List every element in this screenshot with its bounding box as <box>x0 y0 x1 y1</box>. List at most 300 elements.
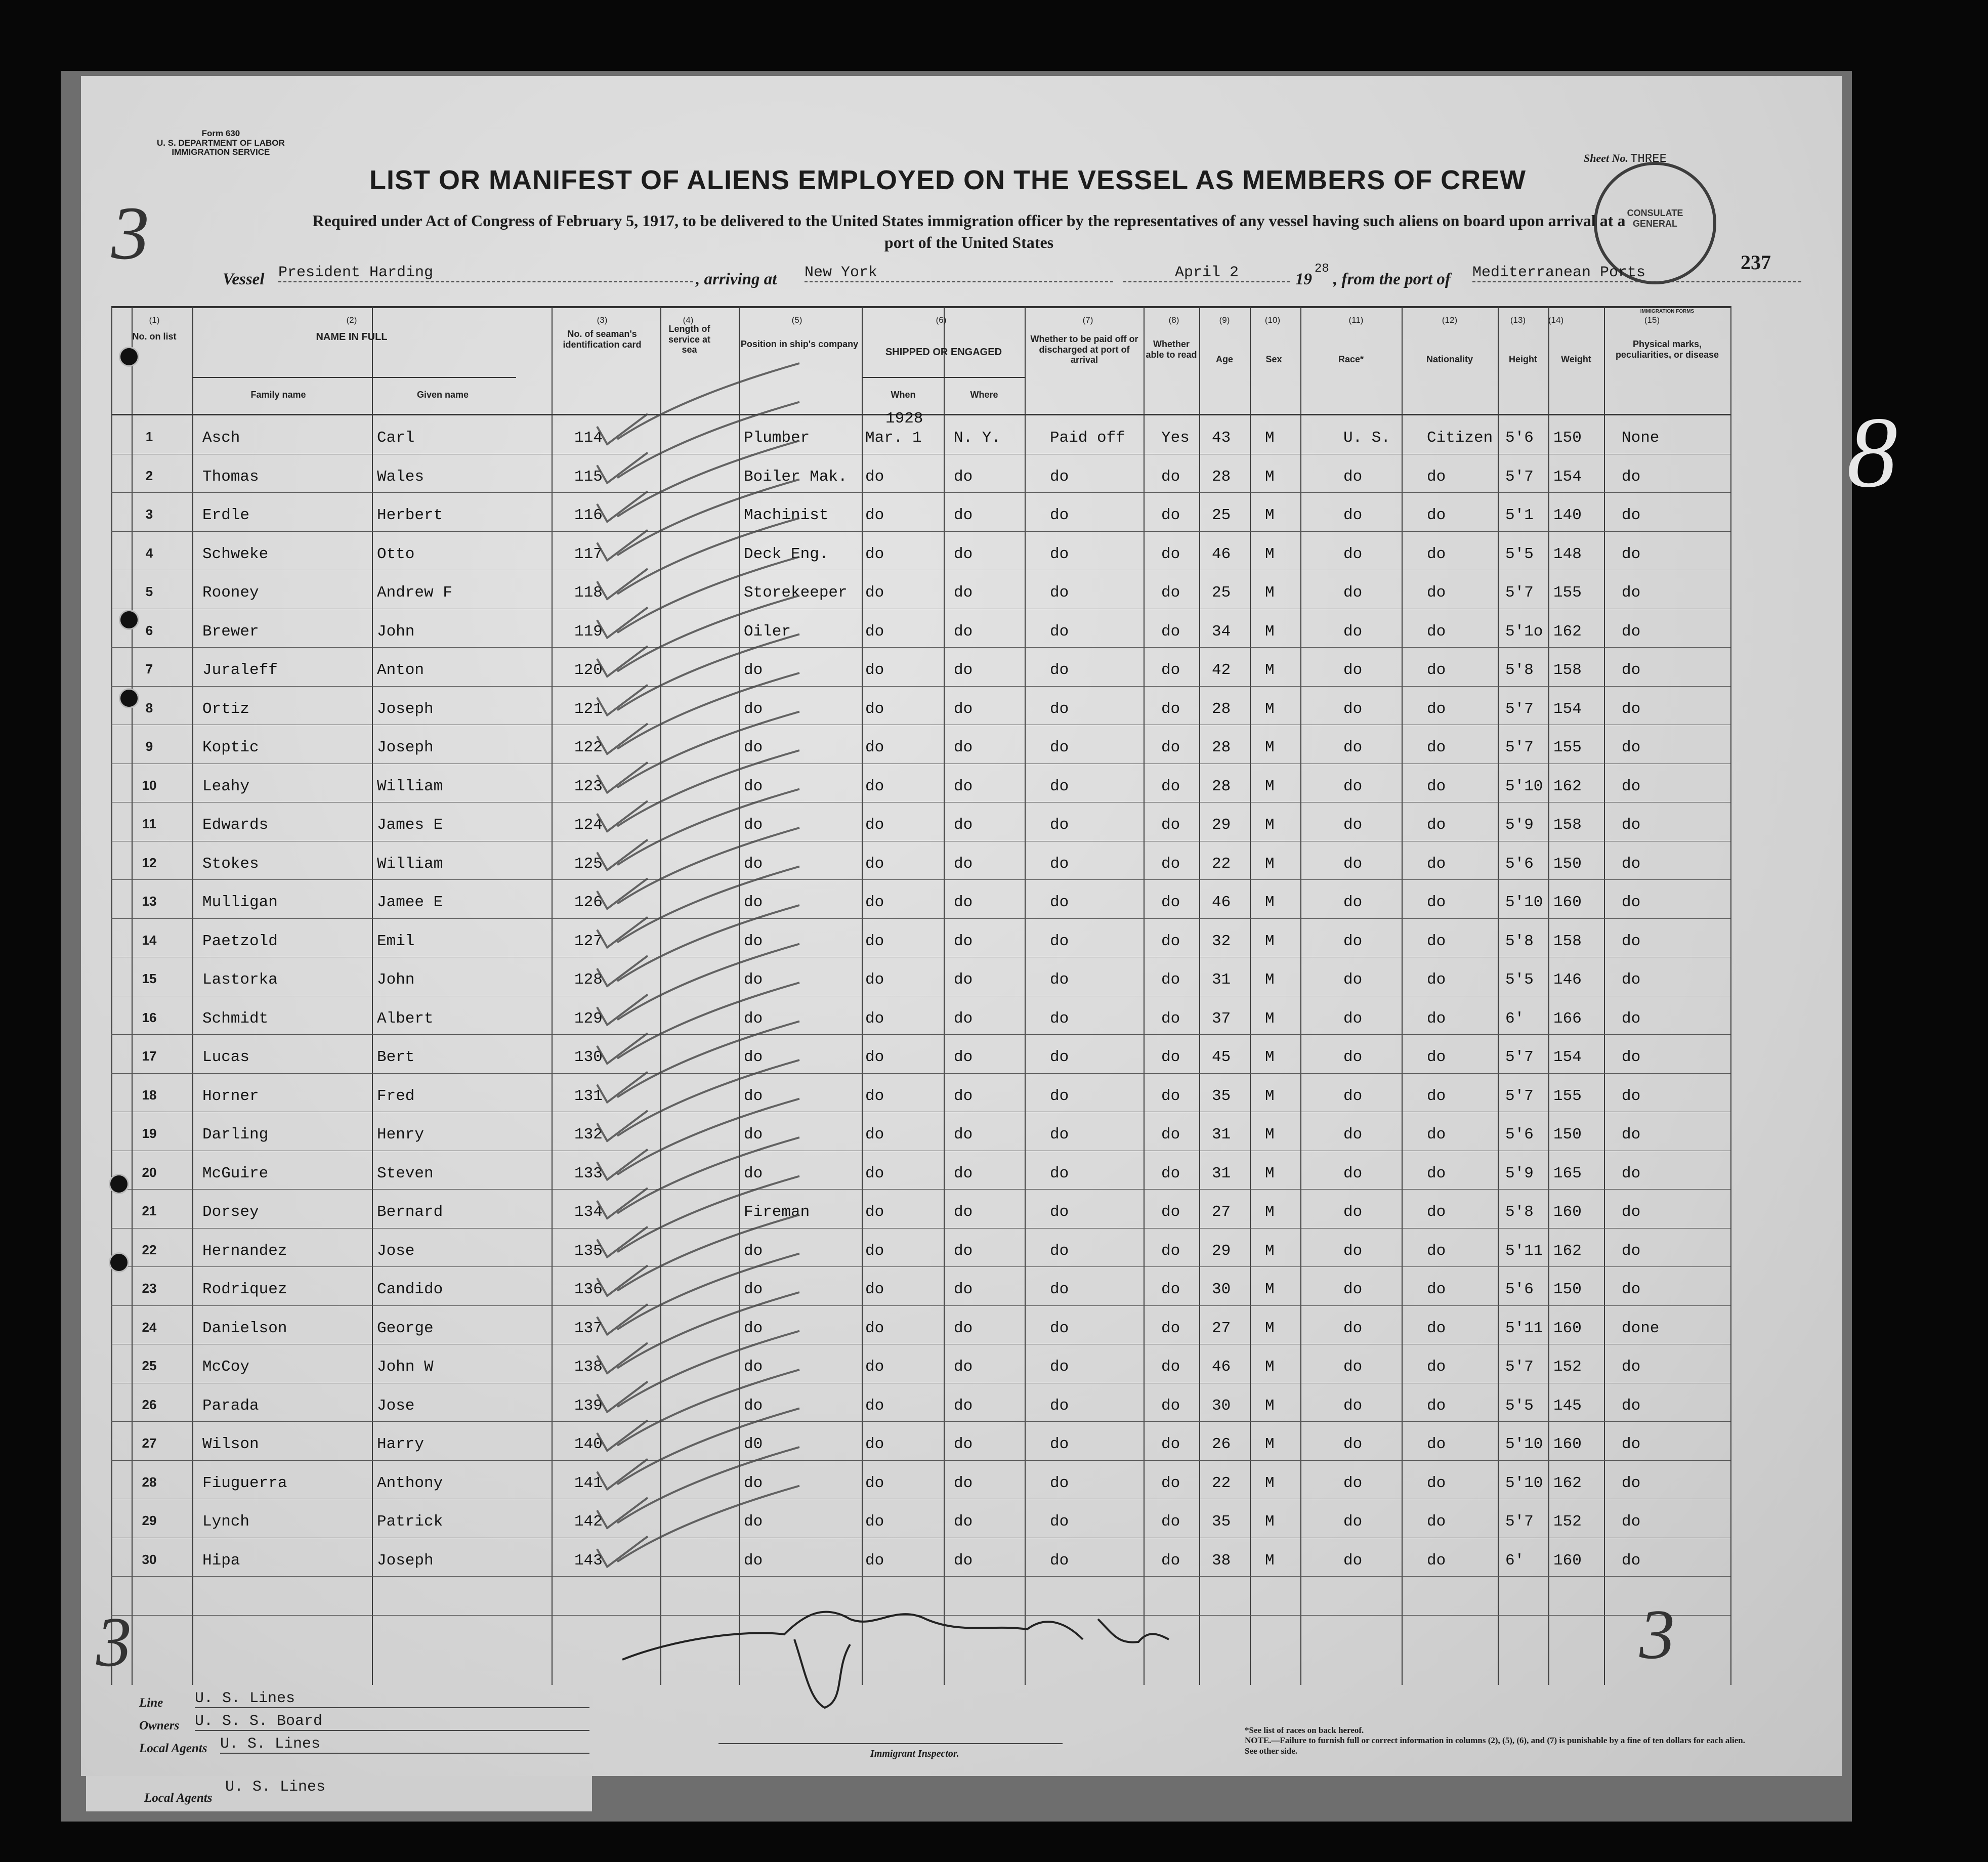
cell-given: John <box>377 971 415 989</box>
cell-age: 29 <box>1212 816 1231 834</box>
subtitle-line-2: port of the United States <box>884 233 1054 252</box>
cell-no: 8 <box>145 700 153 715</box>
cell-weight: 160 <box>1553 1203 1582 1221</box>
colnum-10: (10) <box>1264 315 1281 325</box>
cell-read: do <box>1161 1009 1180 1028</box>
cell-where: do <box>954 777 973 795</box>
header-col15-small: IMMIGRATION FORMS <box>1640 309 1695 314</box>
colnum-14: (14) <box>1548 315 1564 325</box>
cell-family: Schmidt <box>202 1009 269 1028</box>
colnum-9: (9) <box>1219 315 1230 325</box>
owners-label: Owners <box>139 1719 180 1732</box>
cell-when: do <box>865 1319 884 1337</box>
cell-given: John W <box>377 1358 434 1376</box>
cell-position: do <box>744 1087 763 1105</box>
cell-given: Wales <box>377 468 425 486</box>
checkmark <box>597 673 799 754</box>
cell-read: do <box>1161 584 1180 602</box>
cell-height: 5'5 <box>1505 1396 1534 1415</box>
cell-age: 45 <box>1212 1048 1231 1066</box>
cell-nationality: do <box>1427 661 1446 679</box>
cell-weight: 160 <box>1553 894 1582 911</box>
cell-card: 118 <box>574 584 603 602</box>
cell-family: Schweke <box>202 545 269 563</box>
agents-value: U. S. Lines <box>220 1736 589 1754</box>
cell-weight: 162 <box>1553 1242 1582 1260</box>
cell-nationality: Citizen <box>1427 429 1493 447</box>
cell-given: John <box>377 622 415 641</box>
cell-paid: do <box>1050 932 1069 950</box>
cell-nationality: do <box>1427 777 1446 795</box>
cell-position: do <box>744 1396 763 1415</box>
cell-nationality: do <box>1427 1126 1446 1144</box>
checkmark <box>597 557 799 638</box>
cell-race: do <box>1343 971 1363 989</box>
cell-paid: do <box>1050 1048 1069 1066</box>
cell-physical: do <box>1622 1242 1641 1260</box>
cell-sex: M <box>1265 1551 1275 1570</box>
cell-card: 126 <box>574 894 603 911</box>
cell-read: do <box>1161 1164 1180 1182</box>
cell-read: do <box>1161 1126 1180 1144</box>
cell-card: 123 <box>574 777 603 795</box>
cell-paid: do <box>1050 1009 1069 1028</box>
cell-paid: do <box>1050 1203 1069 1221</box>
cell-position: do <box>744 855 763 873</box>
cell-physical: do <box>1622 545 1641 563</box>
cell-read: do <box>1161 545 1180 563</box>
cell-paid: do <box>1050 777 1069 795</box>
colnum-12: (12) <box>1442 315 1458 325</box>
cell-paid: do <box>1050 1358 1069 1376</box>
cell-read: do <box>1161 700 1180 718</box>
cell-paid: do <box>1050 1164 1069 1182</box>
page-number: 237 <box>1741 251 1771 274</box>
cell-no: 21 <box>142 1203 157 1218</box>
header-shipped-engaged: SHIPPED OR ENGAGED <box>885 347 1002 358</box>
cell-where: do <box>954 739 973 756</box>
cell-weight: 162 <box>1553 777 1582 795</box>
header-position: Position in ship's company <box>740 339 859 349</box>
cell-when: do <box>865 661 884 679</box>
cell-height: 5'10 <box>1505 1474 1543 1492</box>
cell-height: 5'6 <box>1505 1126 1534 1144</box>
colnum-5: (5) <box>791 315 802 325</box>
cell-no: 10 <box>142 777 157 793</box>
checkmark <box>597 1137 799 1218</box>
cell-height: 5'7 <box>1505 739 1534 756</box>
cell-physical: do <box>1622 971 1641 989</box>
cell-age: 25 <box>1212 506 1231 524</box>
cell-given: Anthony <box>377 1474 443 1492</box>
cell-read: do <box>1161 1396 1180 1415</box>
checkmark <box>597 402 799 483</box>
cell-sex: M <box>1265 1048 1275 1066</box>
cell-weight: 165 <box>1553 1164 1582 1182</box>
cell-position: do <box>744 971 763 989</box>
cell-paid: do <box>1050 894 1069 911</box>
cell-no: 4 <box>145 545 153 561</box>
cell-physical: do <box>1622 1009 1641 1028</box>
cell-position: do <box>744 1164 763 1182</box>
cell-sex: M <box>1265 1087 1275 1105</box>
cell-where: do <box>954 855 973 873</box>
sheet-value: THREE <box>1630 152 1667 166</box>
cell-card: 136 <box>574 1281 603 1298</box>
cell-height: 5'6 <box>1505 855 1534 873</box>
cell-given: Emil <box>377 932 415 950</box>
cell-position: Plumber <box>744 429 810 447</box>
header-name-in-full: NAME IN FULL <box>316 331 388 343</box>
cell-sex: M <box>1265 1358 1275 1376</box>
cell-physical: do <box>1622 777 1641 795</box>
cell-weight: 150 <box>1553 1281 1582 1298</box>
cell-given: Herbert <box>377 506 443 524</box>
cell-where: do <box>954 1009 973 1028</box>
cell-sex: M <box>1265 1319 1275 1337</box>
cell-read: do <box>1161 1513 1180 1531</box>
cell-age: 30 <box>1212 1281 1231 1298</box>
cell-read: do <box>1161 894 1180 911</box>
header-height: Height <box>1509 354 1537 364</box>
cell-nationality: do <box>1427 545 1446 563</box>
checkmark <box>597 480 799 561</box>
cell-physical: None <box>1622 429 1660 447</box>
checkmark <box>597 1370 799 1451</box>
cell-no: 17 <box>142 1048 157 1064</box>
cell-where: N. Y. <box>954 429 1001 447</box>
cell-no: 26 <box>142 1396 157 1412</box>
cell-nationality: do <box>1427 584 1446 602</box>
colnum-8: (8) <box>1168 315 1179 325</box>
cell-given: Jamee E <box>377 894 443 911</box>
cell-read: do <box>1161 1281 1180 1298</box>
cell-given: William <box>377 777 443 795</box>
cell-read: do <box>1161 1203 1180 1221</box>
cell-read: do <box>1161 1435 1180 1453</box>
cell-card: 127 <box>574 932 603 950</box>
cell-sex: M <box>1265 1126 1275 1144</box>
cell-family: Horner <box>202 1087 259 1105</box>
cell-where: do <box>954 1164 973 1182</box>
cell-physical: done <box>1622 1319 1660 1337</box>
cell-family: Asch <box>202 429 240 447</box>
cell-when: do <box>865 1009 884 1028</box>
cell-race: U. S. <box>1343 429 1391 447</box>
cell-paid: do <box>1050 1242 1069 1260</box>
cell-nationality: do <box>1427 1396 1446 1415</box>
cell-race: do <box>1343 1435 1363 1453</box>
checkmark <box>597 867 799 948</box>
cell-paid: do <box>1050 739 1069 756</box>
cell-sex: M <box>1265 506 1275 524</box>
cell-family: Wilson <box>202 1435 259 1453</box>
cell-paid: do <box>1050 1474 1069 1492</box>
cell-race: do <box>1343 855 1363 873</box>
cell-weight: 154 <box>1553 1048 1582 1066</box>
race-note: *See list of races on back hereof. <box>1245 1725 1364 1735</box>
cell-sex: M <box>1265 584 1275 602</box>
handwritten-footer-left: 3 <box>96 1603 132 1681</box>
colnum-11: (11) <box>1348 315 1364 325</box>
cell-where: do <box>954 506 973 524</box>
cell-card: 133 <box>574 1164 603 1182</box>
cell-nationality: do <box>1427 1203 1446 1221</box>
cell-given: Patrick <box>377 1513 443 1531</box>
cell-where: do <box>954 816 973 834</box>
cell-sex: M <box>1265 1164 1275 1182</box>
cell-position: do <box>744 932 763 950</box>
cell-when: do <box>865 816 884 834</box>
cell-given: Bert <box>377 1048 415 1066</box>
handwritten-footer-right: 3 <box>1639 1595 1675 1674</box>
cell-no: 29 <box>142 1513 157 1528</box>
cell-where: do <box>954 468 973 486</box>
cell-nationality: do <box>1427 506 1446 524</box>
checkmark <box>597 596 799 676</box>
header-no-on-list: No. on list <box>132 331 177 342</box>
cell-weight: 152 <box>1553 1358 1582 1376</box>
checkmark <box>597 1254 799 1335</box>
cell-weight: 155 <box>1553 739 1582 756</box>
cell-read: do <box>1161 622 1180 641</box>
cell-family: Rodriquez <box>202 1281 287 1298</box>
cell-when: do <box>865 1358 884 1376</box>
checkmark <box>597 712 799 793</box>
cell-family: Lastorka <box>202 971 278 989</box>
cell-given: Otto <box>377 545 415 563</box>
cell-no: 18 <box>142 1087 157 1103</box>
cell-position: Oiler <box>744 622 791 641</box>
colnum-6: (6) <box>936 315 947 325</box>
cell-no: 30 <box>142 1551 157 1567</box>
cell-sex: M <box>1265 1474 1275 1492</box>
cell-race: do <box>1343 1513 1363 1531</box>
cell-position: do <box>744 1009 763 1028</box>
checkmark <box>597 518 799 599</box>
cell-weight: 155 <box>1553 584 1582 602</box>
cell-height: 5'7 <box>1505 584 1534 602</box>
header-sex: Sex <box>1265 354 1282 364</box>
cell-read: do <box>1161 932 1180 950</box>
agents-row <box>139 1736 595 1758</box>
cell-weight: 145 <box>1553 1396 1582 1415</box>
cell-physical: do <box>1622 1358 1641 1376</box>
cell-nationality: do <box>1427 1358 1446 1376</box>
colnum-1: (1) <box>149 315 160 325</box>
cell-read: do <box>1161 855 1180 873</box>
cell-when: do <box>865 584 884 602</box>
cell-physical: do <box>1622 1396 1641 1415</box>
cell-card: 131 <box>574 1087 603 1105</box>
cell-given: Fred <box>377 1087 415 1105</box>
cell-paid: do <box>1050 1513 1069 1531</box>
cell-position: Deck Eng. <box>744 545 829 563</box>
cell-family: Stokes <box>202 855 259 873</box>
cell-race: do <box>1343 584 1363 602</box>
cell-card: 137 <box>574 1319 603 1337</box>
checkmark <box>597 441 799 522</box>
cell-when: do <box>865 1087 884 1105</box>
cell-nationality: do <box>1427 1009 1446 1028</box>
cell-race: do <box>1343 1048 1363 1066</box>
cell-paid: do <box>1050 1126 1069 1144</box>
cell-height: 6' <box>1505 1551 1525 1570</box>
cell-physical: do <box>1622 1435 1641 1453</box>
inspector-signature <box>612 1584 1219 1715</box>
checkmark <box>597 1331 799 1412</box>
arriving-label: , arriving at <box>696 270 777 288</box>
cell-physical: do <box>1622 584 1641 602</box>
lower-sheet-strip <box>86 1776 592 1811</box>
cell-given: James E <box>377 816 443 834</box>
cell-no: 7 <box>145 661 153 676</box>
cell-race: do <box>1343 1281 1363 1298</box>
colnum-3: (3) <box>597 315 608 325</box>
service-name: IMMIGRATION SERVICE <box>172 147 270 157</box>
cell-card: 130 <box>574 1048 603 1066</box>
cell-paid: do <box>1050 1551 1069 1570</box>
cell-no: 12 <box>142 855 157 870</box>
cell-when: do <box>865 894 884 911</box>
cell-height: 5'9 <box>1505 816 1534 834</box>
cell-height: 5'7 <box>1505 700 1534 718</box>
cell-race: do <box>1343 1087 1363 1105</box>
handwritten-margin-mark: 8 <box>1847 397 1897 509</box>
cell-card: 138 <box>574 1358 603 1376</box>
cell-when: do <box>865 545 884 563</box>
cell-position: do <box>744 1126 763 1144</box>
cell-when: do <box>865 1551 884 1570</box>
cell-card: 132 <box>574 1126 603 1144</box>
cell-family: Mulligan <box>202 894 278 911</box>
cell-sex: M <box>1265 622 1275 641</box>
cell-nationality: do <box>1427 1513 1446 1531</box>
header-able-read: Whether able to read <box>1146 339 1197 360</box>
cell-when: do <box>865 971 884 989</box>
cell-weight: 146 <box>1553 971 1582 989</box>
cell-age: 31 <box>1212 1126 1231 1144</box>
owners-row <box>139 1713 595 1736</box>
cell-height: 5'6 <box>1505 1281 1534 1298</box>
vessel-label: Vessel <box>223 270 265 288</box>
cell-height: 5'8 <box>1505 661 1534 679</box>
cell-when: do <box>865 1513 884 1531</box>
handwritten-sheet-mark: 3 <box>111 191 149 275</box>
cell-physical: do <box>1622 1164 1641 1182</box>
cell-age: 32 <box>1212 932 1231 950</box>
cell-given: Jose <box>377 1396 415 1415</box>
cell-no: 9 <box>145 739 153 754</box>
cell-family: Juraleff <box>202 661 278 679</box>
checkmark <box>597 1486 799 1567</box>
cell-height: 5'7 <box>1505 468 1534 486</box>
cell-when-year: 1928 <box>885 410 923 428</box>
cell-race: do <box>1343 506 1363 524</box>
cell-age: 43 <box>1212 429 1231 447</box>
cell-race: do <box>1343 1203 1363 1221</box>
colnum-7: (7) <box>1082 315 1093 325</box>
cell-nationality: do <box>1427 700 1446 718</box>
cell-given: Carl <box>377 429 415 447</box>
footer-notes <box>1245 1725 1751 1756</box>
cell-sex: M <box>1265 700 1275 718</box>
cell-position: do <box>744 1242 763 1260</box>
inspector-line <box>718 1743 1063 1744</box>
checkmark <box>597 1060 799 1141</box>
cell-where: do <box>954 932 973 950</box>
cell-height: 5'7 <box>1505 1087 1534 1105</box>
cell-sex: M <box>1265 1009 1275 1028</box>
crew-table <box>81 306 1730 1685</box>
binder-hole-2 <box>119 610 139 630</box>
cell-position: do <box>744 739 763 756</box>
cell-nationality: do <box>1427 1242 1446 1260</box>
cell-age: 28 <box>1212 700 1231 718</box>
cell-race: do <box>1343 1396 1363 1415</box>
cell-no: 14 <box>142 932 157 948</box>
cell-read: do <box>1161 468 1180 486</box>
cell-paid: do <box>1050 700 1069 718</box>
cell-where: do <box>954 971 973 989</box>
cell-age: 25 <box>1212 584 1231 602</box>
cell-age: 29 <box>1212 1242 1231 1260</box>
cell-no: 13 <box>142 894 157 909</box>
cell-physical: do <box>1622 1513 1641 1531</box>
cell-race: do <box>1343 816 1363 834</box>
cell-weight: 158 <box>1553 932 1582 950</box>
cell-read: do <box>1161 777 1180 795</box>
cell-sex: M <box>1265 1281 1275 1298</box>
cell-paid: do <box>1050 468 1069 486</box>
cell-card: 119 <box>574 622 603 641</box>
cell-card: 122 <box>574 739 603 756</box>
cell-when: Mar. 1 <box>865 429 922 447</box>
cell-nationality: do <box>1427 622 1446 641</box>
cell-family: Danielson <box>202 1319 287 1337</box>
cell-paid: do <box>1050 971 1069 989</box>
cell-race: do <box>1343 622 1363 641</box>
arriving-port: New York <box>805 264 1113 282</box>
cell-physical: do <box>1622 622 1641 641</box>
cell-sex: M <box>1265 1242 1275 1260</box>
cell-given: Joseph <box>377 1551 434 1570</box>
cell-height: 5'7 <box>1505 1048 1534 1066</box>
cell-card: 129 <box>574 1009 603 1028</box>
cell-weight: 150 <box>1553 855 1582 873</box>
cell-when: do <box>865 1126 884 1144</box>
cell-no: 20 <box>142 1164 157 1180</box>
cell-age: 22 <box>1212 1474 1231 1492</box>
cell-paid: do <box>1050 545 1069 563</box>
column-line <box>1730 306 1731 1685</box>
cell-physical: do <box>1622 1551 1641 1570</box>
cell-position: do <box>744 1319 763 1337</box>
arrival-date: April 2 <box>1123 264 1290 282</box>
cell-position: do <box>744 1513 763 1531</box>
cell-where: do <box>954 1319 973 1337</box>
cell-where: do <box>954 661 973 679</box>
cell-age: 28 <box>1212 468 1231 486</box>
cell-read: Yes <box>1161 429 1190 447</box>
cell-given: George <box>377 1319 434 1337</box>
cell-read: do <box>1161 1474 1180 1492</box>
cell-family: Lucas <box>202 1048 250 1066</box>
cell-position: Storekeeper <box>744 584 848 602</box>
cell-sex: M <box>1265 468 1275 486</box>
line-value: U. S. Lines <box>195 1690 589 1708</box>
cell-race: do <box>1343 1551 1363 1570</box>
